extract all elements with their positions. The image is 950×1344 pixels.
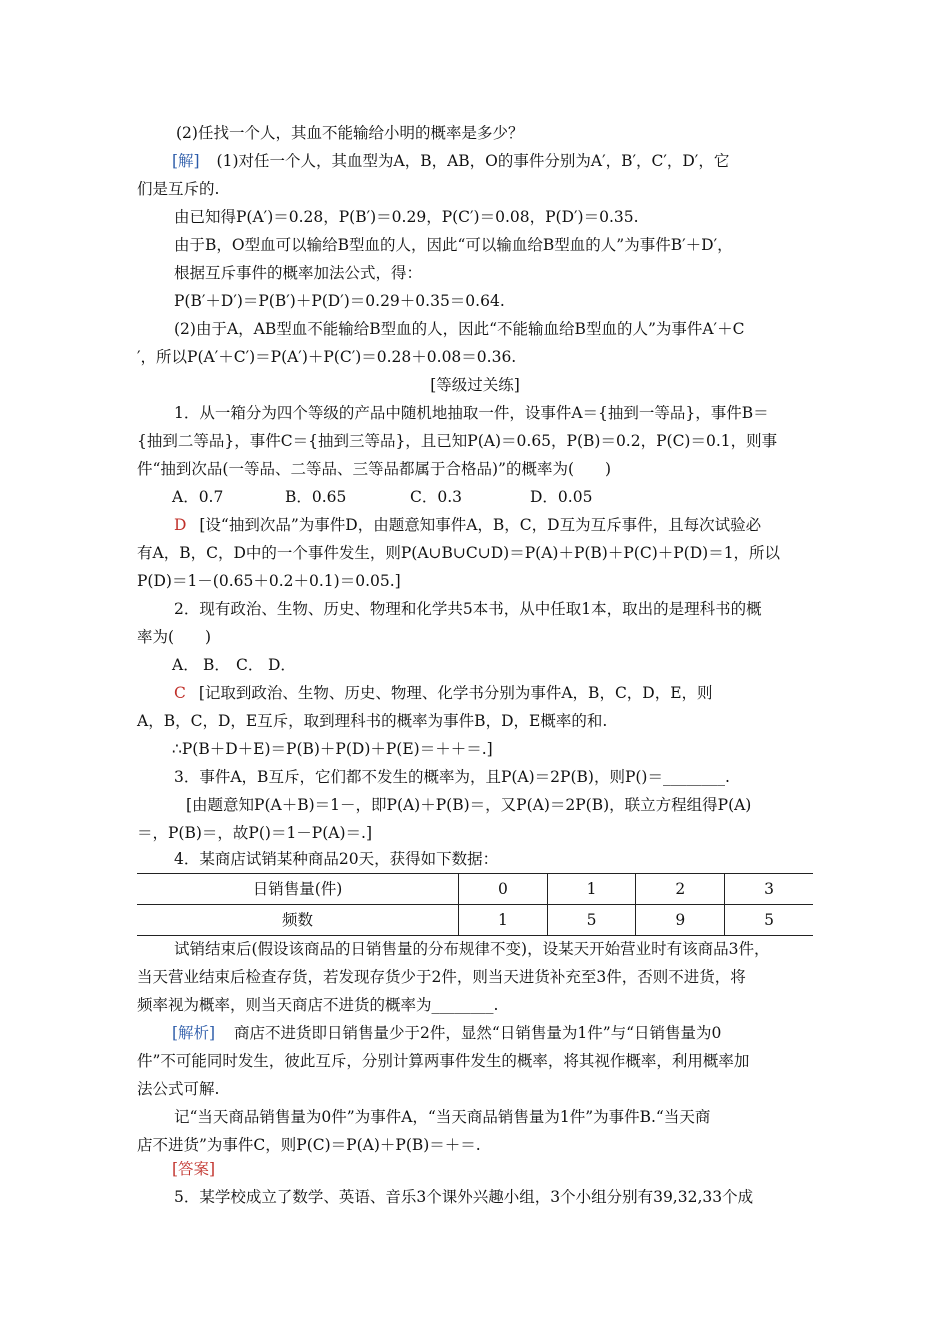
analysis-tag: [解析] xyxy=(172,1024,216,1042)
option-a: A． xyxy=(172,656,199,674)
table-cell: 9 xyxy=(636,905,725,936)
text-span: (1)对任一个人，其血型为A，B，AB，O的事件分别为A′，B′，C′，D′，它 xyxy=(216,152,730,170)
text-line: 频率视为概率，则当天商店不进货的概率为________. xyxy=(137,996,499,1014)
text-line: 由已知得P(A′)＝0.28，P(B′)＝0.29，P(C′)＝0.08，P(D′)＝0.35. xyxy=(174,208,639,226)
table-cell: 1 xyxy=(547,874,636,905)
text-line: A，B，C，D，E互斥，取到理科书的概率为事件B，D，E概率的和. xyxy=(137,712,608,730)
table-cell: 2 xyxy=(636,874,725,905)
text-line: (2)任找一个人，其血不能输给小明的概率是多少？ xyxy=(176,124,524,142)
answer-tag: [答案] xyxy=(172,1160,216,1178)
text-line: 率为( ) xyxy=(137,628,212,646)
option-b: B．0.65 xyxy=(285,488,347,506)
text-line: 法公式可解. xyxy=(137,1080,220,1098)
text-line: 当天营业结束后检查存货，若发现存货少于2件，则当天进货补充至3件，否则不进货，将 xyxy=(137,968,746,986)
table-header-cell: 日销售量(件) xyxy=(137,874,459,905)
table-header-cell: 频数 xyxy=(137,905,459,936)
text-span: [设“抽到次品”为事件D，由题意知事件A，B，C，D互为互斥事件，且每次试验必 xyxy=(199,516,762,534)
text-line: 店不进货”为事件C，则P(C)＝P(A)＋P(B)＝＋＝. xyxy=(137,1136,481,1154)
option-c: C． xyxy=(236,656,264,674)
text-line: 件”不可能同时发生，彼此互斥，分别计算两事件发生的概率，将其视作概率，利用概率加 xyxy=(137,1052,750,1070)
table-cell: 0 xyxy=(459,874,548,905)
text-line: ∴P(B＋D＋E)＝P(B)＋P(D)＋P(E)＝＋＋＝.] xyxy=(172,740,493,758)
text-line: {抽到二等品}，事件C＝{抽到三等品}，且已知P(A)＝0.65，P(B)＝0.2，P(C)＝0.1，则事 xyxy=(137,432,778,450)
table-cell: 5 xyxy=(547,905,636,936)
text-line: 们是互斥的. xyxy=(137,180,220,198)
option-d: D． xyxy=(268,656,296,674)
table-cell: 5 xyxy=(725,905,813,936)
text-line: 有A，B，C，D中的一个事件发生，则P(A∪B∪C∪D)＝P(A)＋P(B)＋P(C)＋P(D)＝1，所以 xyxy=(137,544,781,562)
text-line: P(B′＋D′)＝P(B′)＋P(D′)＝0.29＋0.35＝0.64. xyxy=(174,292,505,310)
table-cell: 3 xyxy=(725,874,813,905)
text-line: 3．事件A，B互斥，它们都不发生的概率为，且P(A)＝2P(B)，则P()＝________. xyxy=(174,768,730,786)
text-line xyxy=(174,514,761,536)
text-line: 4．某商店试销某种商品20天，获得如下数据： xyxy=(174,850,499,868)
text-line: ＝，P(B)＝，故P()＝1－P(A)＝.] xyxy=(137,824,372,842)
option-b: B． xyxy=(203,656,230,674)
text-line: 2．现有政治、生物、历史、物理和化学共5本书，从中任取1本，取出的是理科书的概 xyxy=(174,600,762,618)
text-line: 试销结束后(假设该商品的日销售量的分布规律不变)，设某天开始营业时有该商品3件， xyxy=(174,940,770,958)
text-line: 根据互斥事件的概率加法公式，得： xyxy=(174,264,423,282)
sales-table xyxy=(137,873,813,936)
option-d: D．0.05 xyxy=(530,488,593,506)
section-heading: [等级过关练] xyxy=(430,376,520,394)
table-row xyxy=(137,905,813,936)
table-cell: 1 xyxy=(459,905,548,936)
text-line: P(D)＝1－(0.65＋0.2＋0.1)＝0.05.] xyxy=(137,572,401,590)
text-line: 记“当天商品销售量为0件”为事件A，“当天商品销售量为1件”为事件B.“当天商 xyxy=(174,1108,711,1126)
solution-tag: [解] xyxy=(172,152,200,170)
text-line: 1．从一箱分为四个等级的产品中随机地抽取一件，设事件A＝{抽到一等品}，事件B＝ xyxy=(174,404,769,422)
text-span: 商店不进货即日销售量少于2件，显然“日销售量为1件”与“日销售量为0 xyxy=(234,1024,722,1042)
text-line xyxy=(172,1022,721,1044)
answer-letter: C xyxy=(174,684,186,702)
text-line: (2)由于A，AB型血不能输给B型血的人，因此“不能输血给B型血的人”为事件A′＋C xyxy=(174,320,745,338)
text-line: 5．某学校成立了数学、英语、音乐3个课外兴趣小组，3个小组分别有39,32,33个成 xyxy=(174,1188,754,1206)
option-a: A．0.7 xyxy=(172,488,224,506)
text-line xyxy=(174,682,713,704)
text-line: ′，所以P(A′＋C′)＝P(A′)＋P(C′)＝0.28＋0.08＝0.36. xyxy=(137,348,517,366)
option-c: C．0.3 xyxy=(410,488,463,506)
text-span: [记取到政治、生物、历史、物理、化学书分别为事件A，B，C，D，E，则 xyxy=(198,684,713,702)
text-line: [由题意知P(A＋B)＝1－，即P(A)＋P(B)＝，又P(A)＝2P(B)，联立方程组得P(A) xyxy=(186,796,752,814)
table-row xyxy=(137,874,813,905)
text-line xyxy=(172,150,729,172)
answer-letter: D xyxy=(174,516,187,534)
text-line: 件“抽到次品(一等品、二等品、三等品都属于合格品)”的概率为( ) xyxy=(137,460,612,478)
text-line: 由于B，O型血可以输给B型血的人，因此“可以输血给B型血的人”为事件B′＋D′， xyxy=(174,236,733,254)
